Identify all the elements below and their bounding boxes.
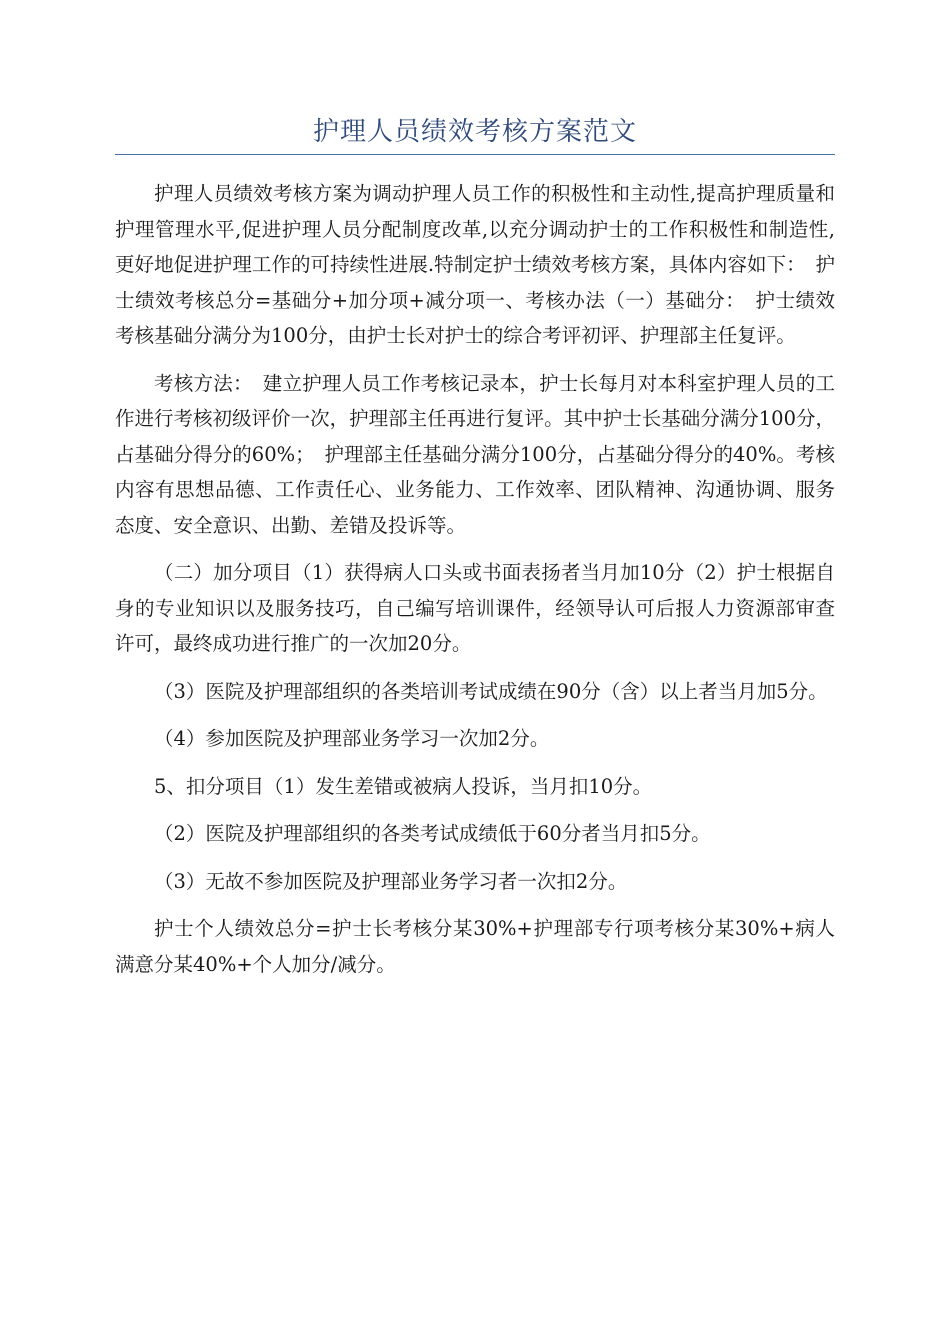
paragraph-bonus-items: （二）加分项目（1）获得病人口头或书面表扬者当月加10分（2）护士根据自身的专业知识以及服务技巧，自己编写培训课件，经领导认可后报人力资源部审查许可，最终成功进行推广的一次加20分。 — [115, 561, 835, 655]
document-title: 护理人员绩效考核方案范文 — [312, 117, 637, 147]
paragraph-total-score-formula: 护士个人绩效总分=护士长考核分某30%+护理部专行项考核分某30%+病人满意分某40%+个人加分/减分。 — [115, 917, 835, 976]
paragraph-deduction-items: 5、扣分项目（1）发生差错或被病人投诉，当月扣10分。 — [154, 774, 653, 798]
document-body — [115, 176, 835, 994]
paragraph-deduction-item-2: （2）医院及护理部组织的各类考试成绩低于60分者当月扣5分。 — [154, 822, 711, 845]
paragraph-bonus-item-4: （4）参加医院及护理部业务学习一次加2分。 — [154, 727, 550, 750]
paragraph-intro: 护理人员绩效考核方案为调动护理人员工作的积极性和主动性,提高护理质量和护理管理水平,促进护理人员分配制度改革,以充分调动护士的工作积极性和制造性,更好地促进护理工作的可持续性进展.特制定护士绩效考核方案，具体内容如下： 护士绩效考核总分=基础分+加分项+减分项一、考核办法（一）基础分： 护士绩效考核基础分满分为100分，由护士长对护士的综合考评初评、护理部主任复评。 — [115, 182, 835, 347]
title-underline — [115, 154, 835, 155]
paragraph-assessment-method: 考核方法： 建立护理人员工作考核记录本，护士长每月对本科室护理人员的工作进行考核初级评价一次，护理部主任再进行复评。其中护士长基础分满分100分，占基础分得分的60%； 护理部主任基础分满分100分，占基础分得分的40%。考核内容有思想品德、工作责任心、业务能力、工作效率、团队精神、沟通协调、服务态度、安全意识、出勤、差错及投诉等。 — [115, 371, 835, 537]
paragraph-bonus-item-3: （3）医院及护理部组织的各类培训考试成绩在90分（含）以上者当月加5分。 — [154, 679, 828, 703]
paragraph-deduction-item-3: （3）无故不参加医院及护理部业务学习者一次扣2分。 — [154, 869, 628, 893]
